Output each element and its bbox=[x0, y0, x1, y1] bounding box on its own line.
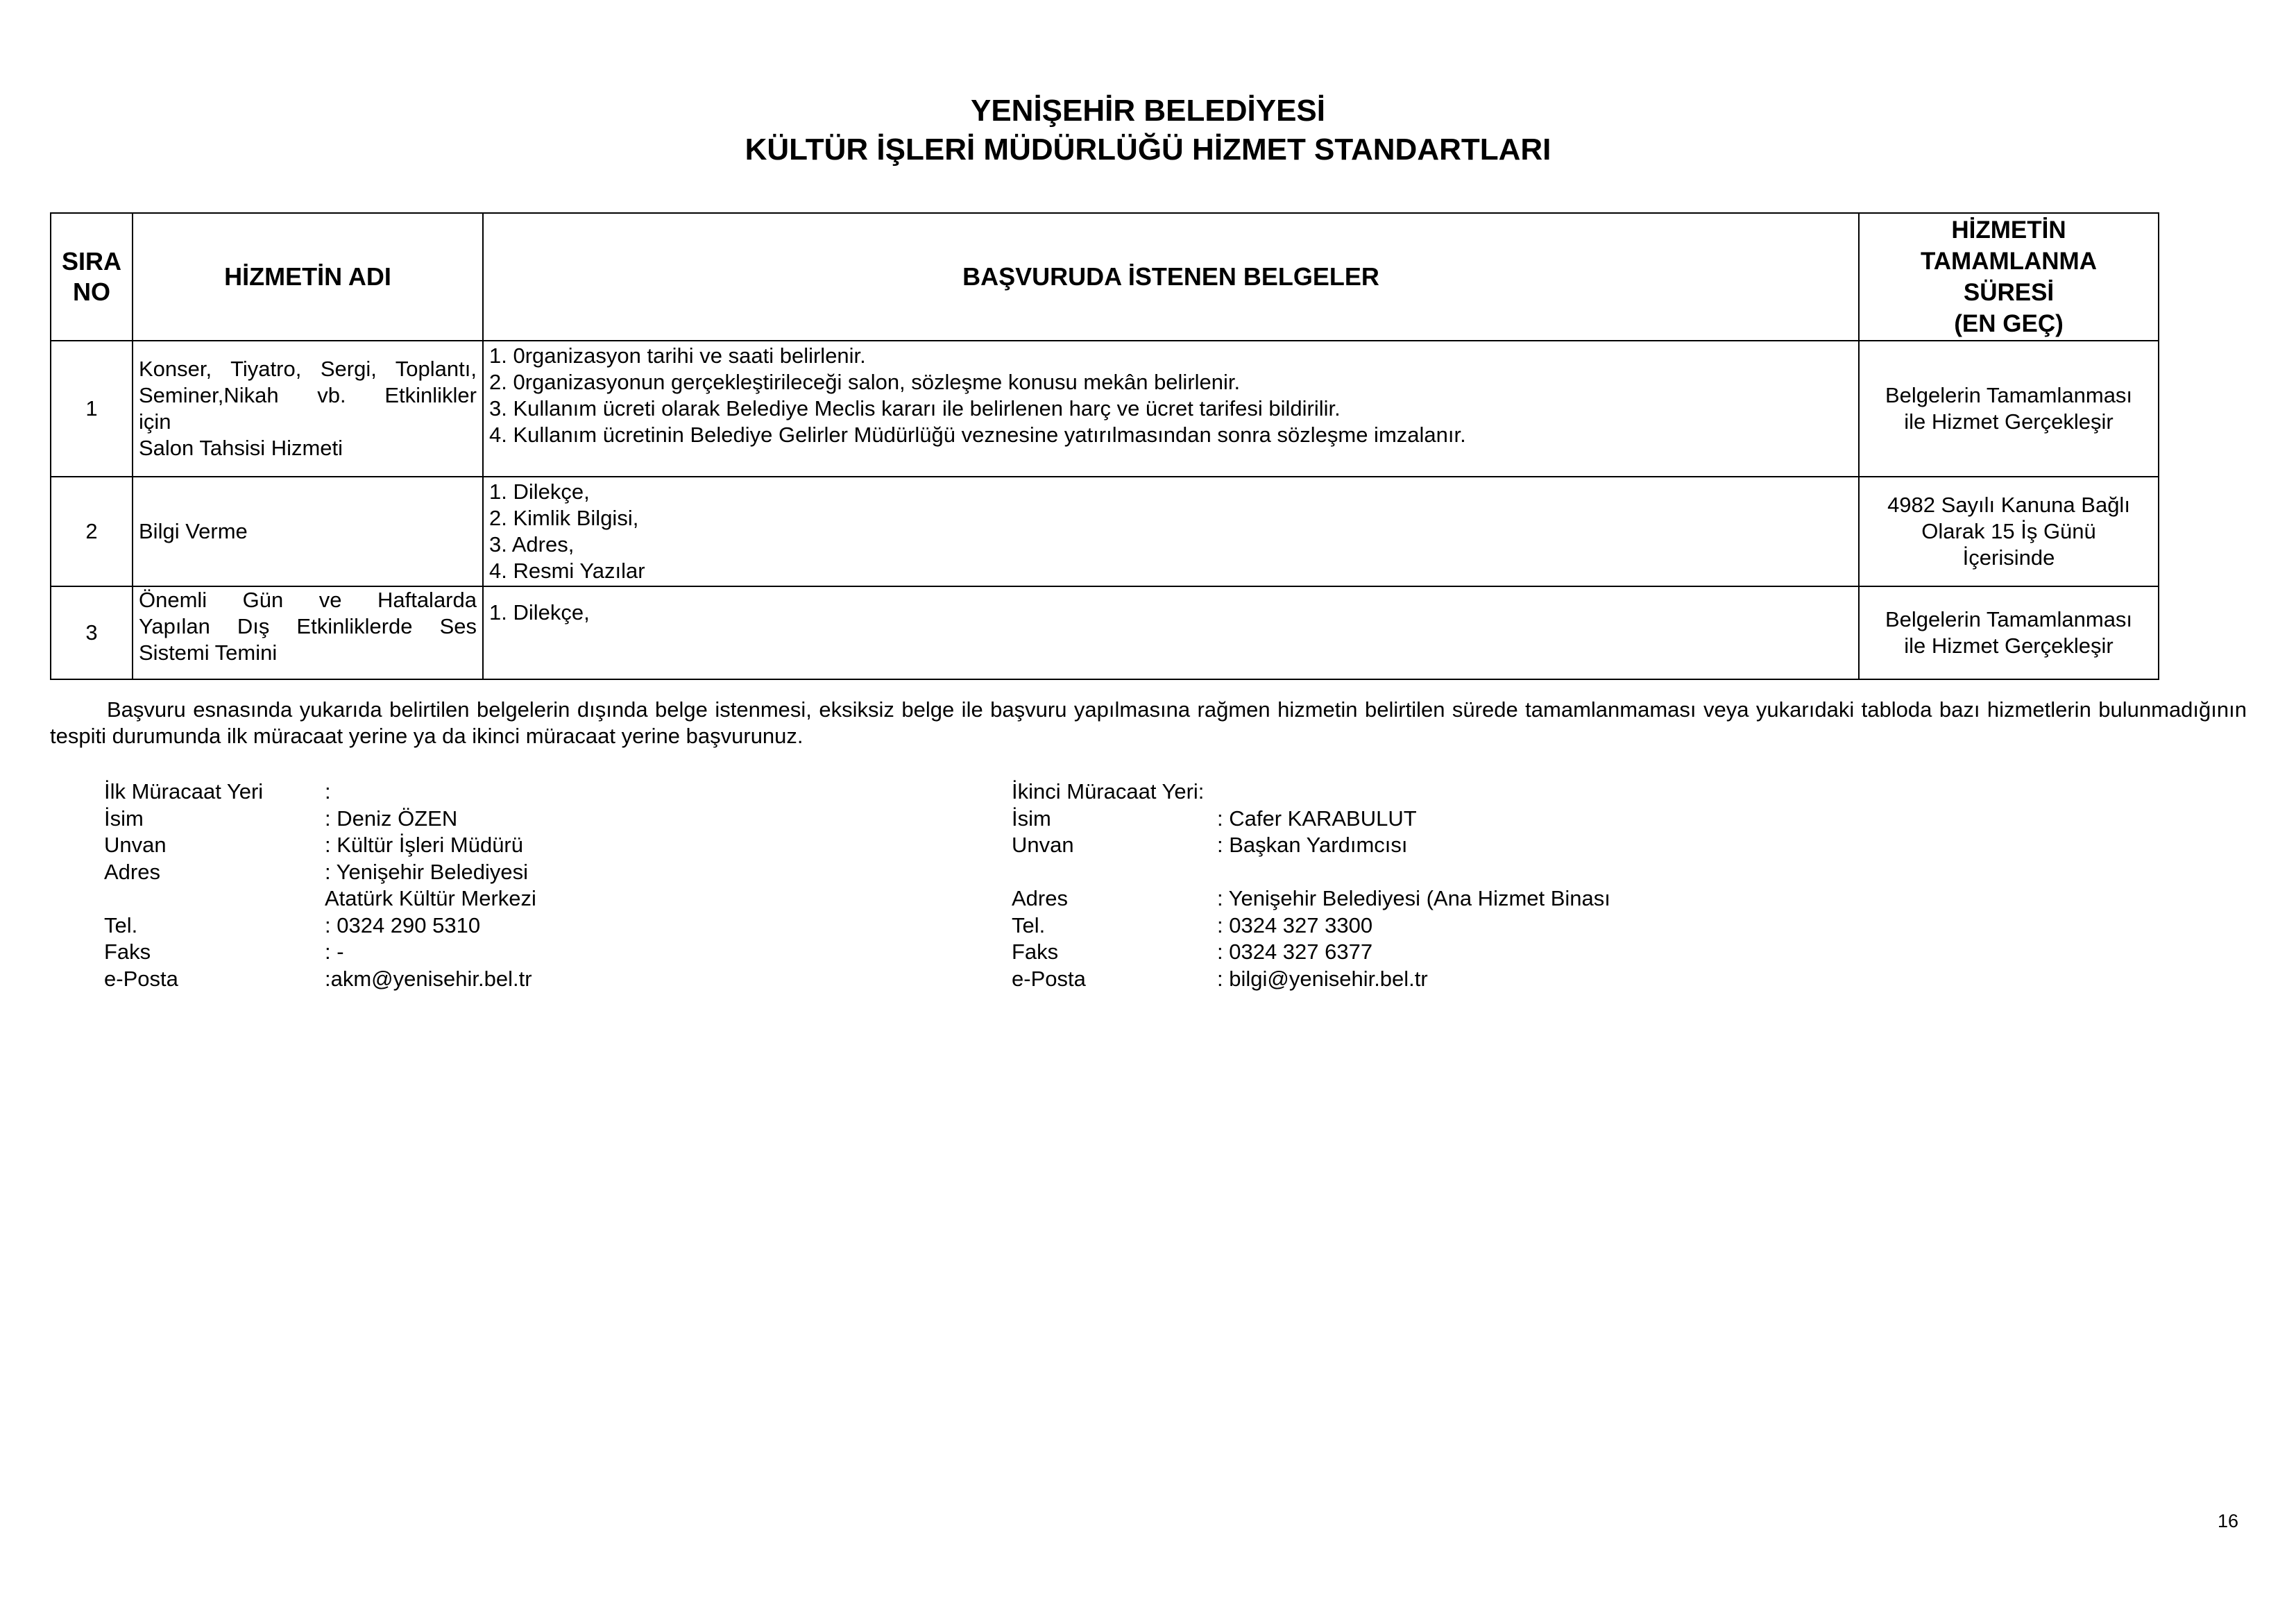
application-note: Başvuru esnasında yukarıda belirtilen belgelerin dışında belge istenmesi, eksiksiz belge ile başvuru yapılmasına rağmen hizmetin belirtilen sürede tamamlanmaması veya yukarıdaki tabloda bazı hizmetlerin bulunmadığının tespiti durumunda ilk müracaat yerine ya da ikinci müracaat yerine başvurunuz. bbox=[50, 697, 2247, 748]
title-line-municipality: YENİŞEHİR BELEDİYESİ bbox=[970, 94, 1325, 128]
header-duration: HİZMETİN TAMAMLANMA SÜRESİ (EN GEÇ) bbox=[1859, 213, 2159, 341]
row-documents: 1. Dilekçe, 2. Kimlik Bilgisi, 3. Adres, 4. Resmi Yazılar bbox=[483, 477, 1859, 586]
second-contact-fax: Faks : 0324 327 6377 bbox=[1012, 940, 1373, 964]
first-contact-email: e-Posta :akm@yenisehir.bel.tr bbox=[104, 966, 532, 991]
second-contact-block bbox=[1012, 779, 1610, 992]
header-documents: BAŞVURUDA İSTENEN BELGELER bbox=[483, 213, 1859, 341]
second-contact-address: Adres : Yenişehir Belediyesi (Ana Hizmet Binası bbox=[1012, 886, 1610, 910]
row-documents: 1. Dilekçe, bbox=[483, 586, 1859, 679]
service-standards-table bbox=[50, 212, 2159, 680]
first-contact-address: Adres : Yenişehir Belediyesi bbox=[104, 859, 528, 884]
table-row bbox=[51, 477, 2159, 586]
table-row bbox=[51, 586, 2159, 679]
row-documents: 1. 0rganizasyon tarihi ve saati belirlenir. 2. 0rganizasyonun gerçekleştirileceği salon, sözleşme konusu mekân belirlenir. 3. Kullanım ücreti olarak Belediye Meclis kararı ile belirlenen harç ve ücret tarifesi bildirilir. 4. Kullanım ücretinin Belediye Gelirler Müdürlüğü veznesine yatırılmasından sonra sözleşme imzalanır. bbox=[483, 341, 1859, 477]
document-title bbox=[0, 92, 2296, 169]
second-contact-phone: Tel. : 0324 327 3300 bbox=[1012, 912, 1373, 937]
row-duration: Belgelerin Tamamlanması ile Hizmet Gerçekleşir bbox=[1859, 586, 2159, 679]
first-contact-address-line2: Atatürk Kültür Merkezi bbox=[325, 886, 536, 910]
title-line-standards: KÜLTÜR İŞLERİ MÜDÜRLÜĞÜ HİZMET STANDARTLARI bbox=[745, 133, 1551, 167]
first-contact-name: İsim : Deniz ÖZEN bbox=[104, 806, 458, 831]
row-service-name: Bilgi Verme bbox=[133, 477, 483, 586]
row-service-name: Konser, Tiyatro, Sergi, Toplantı, Seminer,Nikah vb. Etkinlikler için Salon Tahsisi Hizmeti bbox=[133, 341, 483, 477]
first-contact-heading: İlk Müracaat Yeri : bbox=[104, 779, 331, 804]
first-contact-fax: Faks : - bbox=[104, 940, 344, 964]
second-contact-email: e-Posta : bilgi@yenisehir.bel.tr bbox=[1012, 966, 1428, 991]
row-no: 1 bbox=[51, 341, 133, 477]
first-contact-title: Unvan : Kültür İşleri Müdürü bbox=[104, 833, 523, 857]
row-no: 2 bbox=[51, 477, 133, 586]
first-contact-phone: Tel. : 0324 290 5310 bbox=[104, 912, 481, 937]
second-contact-spacer bbox=[1012, 859, 1610, 886]
first-contact-block bbox=[104, 779, 536, 992]
header-no: SIRA NO bbox=[51, 213, 133, 341]
page-number: 16 bbox=[2218, 1511, 2239, 1531]
second-contact-title: Unvan : Başkan Yardımcısı bbox=[1012, 833, 1408, 857]
row-no: 3 bbox=[51, 586, 133, 679]
table-header-row bbox=[51, 213, 2159, 341]
row-duration: Belgelerin Tamamlanması ile Hizmet Gerçekleşir bbox=[1859, 341, 2159, 477]
row-service-name: Önemli Gün ve Haftalarda Yapılan Dış Etkinliklerde Ses Sistemi Temini bbox=[133, 586, 483, 679]
second-contact-name: İsim : Cafer KARABULUT bbox=[1012, 806, 1417, 831]
header-service-name: HİZMETİN ADI bbox=[133, 213, 483, 341]
table-row bbox=[51, 341, 2159, 477]
second-contact-heading: İkinci Müracaat Yeri: bbox=[1012, 779, 1205, 804]
row-duration: 4982 Sayılı Kanuna Bağlı Olarak 15 İş Günü İçerisinde bbox=[1859, 477, 2159, 586]
